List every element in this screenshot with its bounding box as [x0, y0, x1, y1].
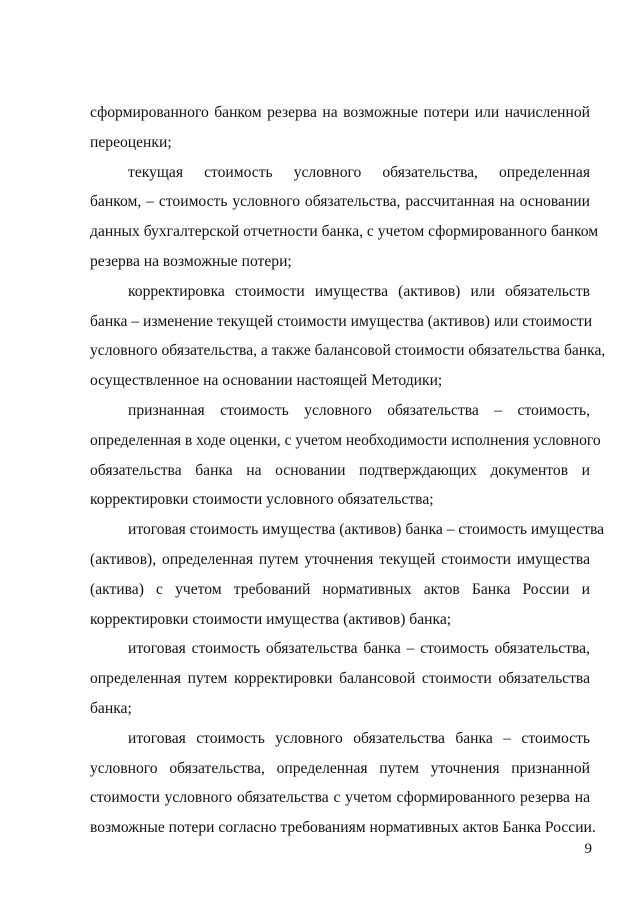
text-line: банка; — [90, 699, 132, 717]
text-line: определенная путем корректировки балансовой стоимости обязательства — [90, 670, 590, 688]
text-line: (актива) с учетом требований нормативных актов Банка России и — [90, 580, 590, 598]
text-line: банком, – стоимость условного обязательства, рассчитанная на основании — [90, 193, 590, 211]
text-line: осуществленное на основании настоящей Методики; — [90, 372, 443, 390]
page-number: 9 — [584, 841, 592, 857]
text-line: обязательства банка на основании подтверждающих документов и — [90, 461, 590, 479]
text-line: резерва на возможные потери; — [90, 252, 292, 270]
paragraph-recognized-value — [90, 396, 601, 515]
paragraph-adjustment — [90, 277, 606, 396]
text-line: корректировка стоимости имущества (активов) или обязательств — [128, 282, 590, 300]
paragraph-final-asset-value — [90, 515, 605, 634]
text-line: возможные потери согласно требованиям нормативных актов Банка России. — [90, 819, 596, 837]
text-line: итоговая стоимость условного обязательства банка – стоимость — [128, 729, 590, 747]
paragraph-final-contingent-value — [90, 724, 596, 843]
text-line: (активов), определенная путем уточнения текущей стоимости имущества — [90, 550, 590, 568]
text-line: итоговая стоимость имущества (активов) банка – стоимость имущества — [128, 521, 605, 539]
paragraph-final-liability-value — [90, 634, 590, 723]
text-line: условного обязательства, определенная путем уточнения признанной — [90, 759, 590, 777]
text-line: данных бухгалтерской отчетности банка, с учетом сформированного банком — [90, 223, 599, 241]
text-line: корректировки стоимости имущества (активов) банка; — [90, 610, 452, 628]
paragraph-revaluation — [90, 98, 590, 158]
text-line: стоимости условного обязательства с учетом сформированного резерва на — [90, 789, 590, 807]
document-body — [90, 98, 606, 843]
text-line: банка – изменение текущей стоимости имущества (активов) или стоимости — [90, 312, 593, 330]
paragraph-current-value — [90, 158, 599, 277]
text-line: определенная в ходе оценки, с учетом необходимости исполнения условного — [90, 431, 601, 449]
text-line: итоговая стоимость обязательства банка – стоимость обязательства, — [128, 640, 590, 658]
text-line: корректировки стоимости условного обязательства; — [90, 491, 434, 509]
text-line: условного обязательства, а также балансовой стоимости обязательства банка, — [90, 342, 606, 360]
text-line: признанная стоимость условного обязательства – стоимость, — [128, 401, 590, 419]
text-line: текущая стоимость условного обязательства, определенная — [128, 163, 590, 181]
text-line: сформированного банком резерва на возможные потери или начисленной — [90, 104, 590, 121]
text-line: переоценки; — [90, 133, 172, 151]
